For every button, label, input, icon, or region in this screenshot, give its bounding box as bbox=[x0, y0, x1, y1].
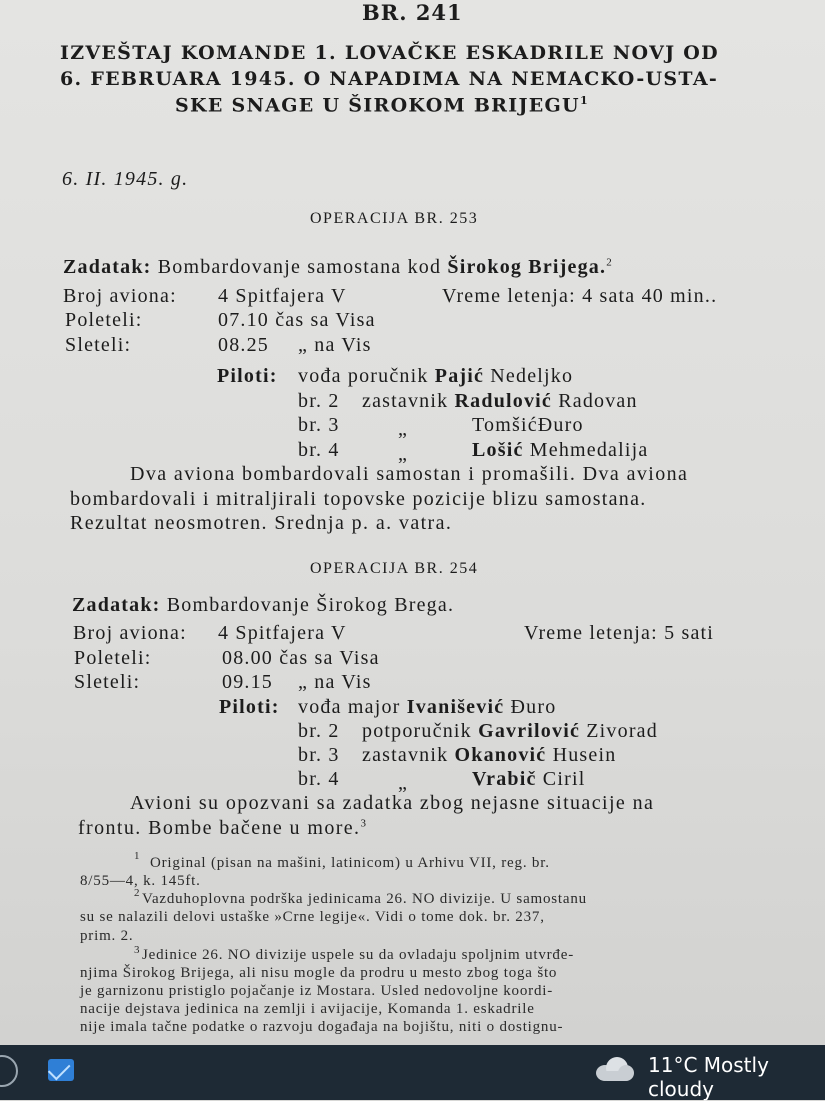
aircraft-count-value: 4 Spitfajera V bbox=[218, 285, 347, 307]
document-title-line-1: IZVEŠTAJ KOMANDE 1. LOVAČKE ESKADRILE NOVJ OD bbox=[60, 42, 719, 64]
paragraph-line: frontu. Bombe bačene u more.$^3$ bbox=[78, 817, 368, 839]
pilot-row: vođa major Ivanišević Đuro bbox=[298, 696, 557, 718]
task-line bbox=[72, 594, 454, 617]
footnote-line: njima Širokog Brijega, ali nisu mogle da prodru u mesto zbog toga što bbox=[80, 965, 558, 981]
footnote-line: Original (pisan na mašini, latinicom) u Arhivu VII, reg. br. bbox=[150, 855, 550, 871]
paragraph-line: Rezultat neosmotren. Srednja p. a. vatra. bbox=[70, 512, 453, 534]
footnote-mark: 3 bbox=[360, 817, 368, 830]
takeoff-value: 07.10 čas sa Visa bbox=[218, 309, 376, 331]
pilot-ditto: „ bbox=[398, 418, 409, 440]
landing-place: „ na Vis bbox=[298, 334, 372, 356]
aircraft-count-label: Broj aviona: bbox=[73, 622, 187, 644]
footnote-mark: 2 bbox=[606, 256, 613, 269]
takeoff-label: Poleteli: bbox=[74, 647, 152, 669]
operation-heading: OPERACIJA BR. 254 bbox=[310, 560, 479, 577]
task-text: Bombardovanje samostana kod bbox=[151, 256, 448, 278]
pilot-name: TomšićĐuro bbox=[472, 414, 584, 436]
pilots-label: Piloti: bbox=[219, 696, 280, 718]
pilot-rank: br. 2 bbox=[298, 720, 340, 742]
aircraft-count-value: 4 Spitfajera V bbox=[218, 622, 347, 644]
pilot-row: vođa poručnik Pajić Nedeljko bbox=[298, 365, 574, 387]
pilot-rank: br. 3 bbox=[298, 744, 340, 766]
pilot-rank: br. 4 bbox=[298, 768, 340, 790]
pilot-row: zastavnik Radulović Radovan bbox=[362, 390, 638, 412]
paragraph-line: bombardovali i mitraljirali topovske pozicije blizu samostana. bbox=[70, 488, 647, 510]
paragraph-line: Dva aviona bombardovali samostan i promašili. Dva aviona bbox=[130, 463, 689, 485]
paragraph-line: Avioni su opozvani sa zadatka zbog nejasne situacije na bbox=[130, 792, 655, 814]
takeoff-value: 08.00 čas sa Visa bbox=[222, 647, 380, 669]
footnote-marker: 2 bbox=[134, 887, 141, 899]
landing-time: 09.15 bbox=[222, 671, 273, 693]
takeoff-label: Poleteli: bbox=[65, 309, 143, 331]
task-line bbox=[63, 256, 613, 279]
landing-label: Sleteli: bbox=[65, 334, 132, 356]
pilot-name: Lošić Mehmedalija bbox=[472, 439, 649, 461]
document-title-line-3 bbox=[175, 94, 589, 116]
pilots-label: Piloti: bbox=[217, 365, 278, 387]
taskbar bbox=[0, 1045, 825, 1100]
footnote-line: je garnizonu pristiglo pojačanje iz Mostara. Usled nedovoljne koordi- bbox=[80, 983, 554, 999]
pilot-row: zastavnik Okanović Husein bbox=[362, 744, 617, 766]
footnote-line: nacije dejstava jedinica na zemlji i avijacije, Komanda 1. eskadrile bbox=[80, 1001, 535, 1017]
task-label: Zadatak: bbox=[63, 256, 152, 278]
aircraft-count-label: Broj aviona: bbox=[63, 285, 177, 307]
footnote-line: prim. 2. bbox=[80, 928, 134, 944]
footnote-line: nije imala tačne podatke o razvoju događaja na bojištu, niti o dostignu- bbox=[80, 1019, 564, 1035]
pilot-rank: br. 2 bbox=[298, 390, 340, 412]
footnote-line: Vazduhoplovna podrška jedinicama 26. NO divizije. U samostanu bbox=[142, 891, 587, 907]
pilot-ditto: „ bbox=[398, 443, 409, 465]
pilot-ditto: „ bbox=[398, 772, 409, 794]
footnote-line: su se nalazili delovi ustaške »Crne legije«. Vidi o tome dok. br. 237, bbox=[80, 909, 545, 925]
document-title-line-2: 6. FEBRUARA 1945. O NAPADIMA NA NEMACKO-USTA- bbox=[60, 68, 719, 90]
landing-label: Sleteli: bbox=[74, 671, 141, 693]
footnote-marker: 3 bbox=[134, 944, 141, 956]
pilot-row: potporučnik Gavrilović Zivorad bbox=[362, 720, 658, 742]
document-number: BR. 241 bbox=[362, 0, 463, 25]
footnote-marker: 1 bbox=[134, 850, 141, 862]
flight-time: Vreme letenja: 5 sati bbox=[524, 622, 715, 644]
title-text: SKE SNAGE U ŠIROKOM BRIJEGU bbox=[175, 94, 580, 117]
start-circle-icon[interactable] bbox=[0, 1055, 18, 1087]
task-text: Bombardovanje Širokog Brega. bbox=[160, 594, 455, 616]
pilot-rank: br. 4 bbox=[298, 439, 340, 461]
pilot-name: Vrabič Ciril bbox=[472, 768, 586, 790]
cloud-icon[interactable] bbox=[594, 1055, 634, 1083]
task-label: Zadatak: bbox=[72, 594, 161, 616]
footnote-line: 8/55—4, k. 145ft. bbox=[80, 873, 201, 889]
task-place: Širokog Brijega. bbox=[447, 256, 607, 278]
operation-heading: OPERACIJA BR. 253 bbox=[310, 210, 479, 227]
document-date: 6. II. 1945. g. bbox=[62, 168, 189, 190]
landing-place: „ na Vis bbox=[298, 671, 372, 693]
landing-time: 08.25 bbox=[218, 334, 269, 356]
footnote-mark: 1 bbox=[579, 94, 589, 107]
weather-widget[interactable]: 11°C Mostly cloudy bbox=[648, 1053, 769, 1101]
pilot-rank: br. 3 bbox=[298, 414, 340, 436]
mail-icon[interactable] bbox=[48, 1059, 74, 1081]
footnote-line: Jedinice 26. NO divizije uspele su da ovladaju spoljnim utvrđe- bbox=[142, 947, 574, 963]
flight-time: Vreme letenja: 4 sata 40 min.. bbox=[442, 285, 718, 307]
